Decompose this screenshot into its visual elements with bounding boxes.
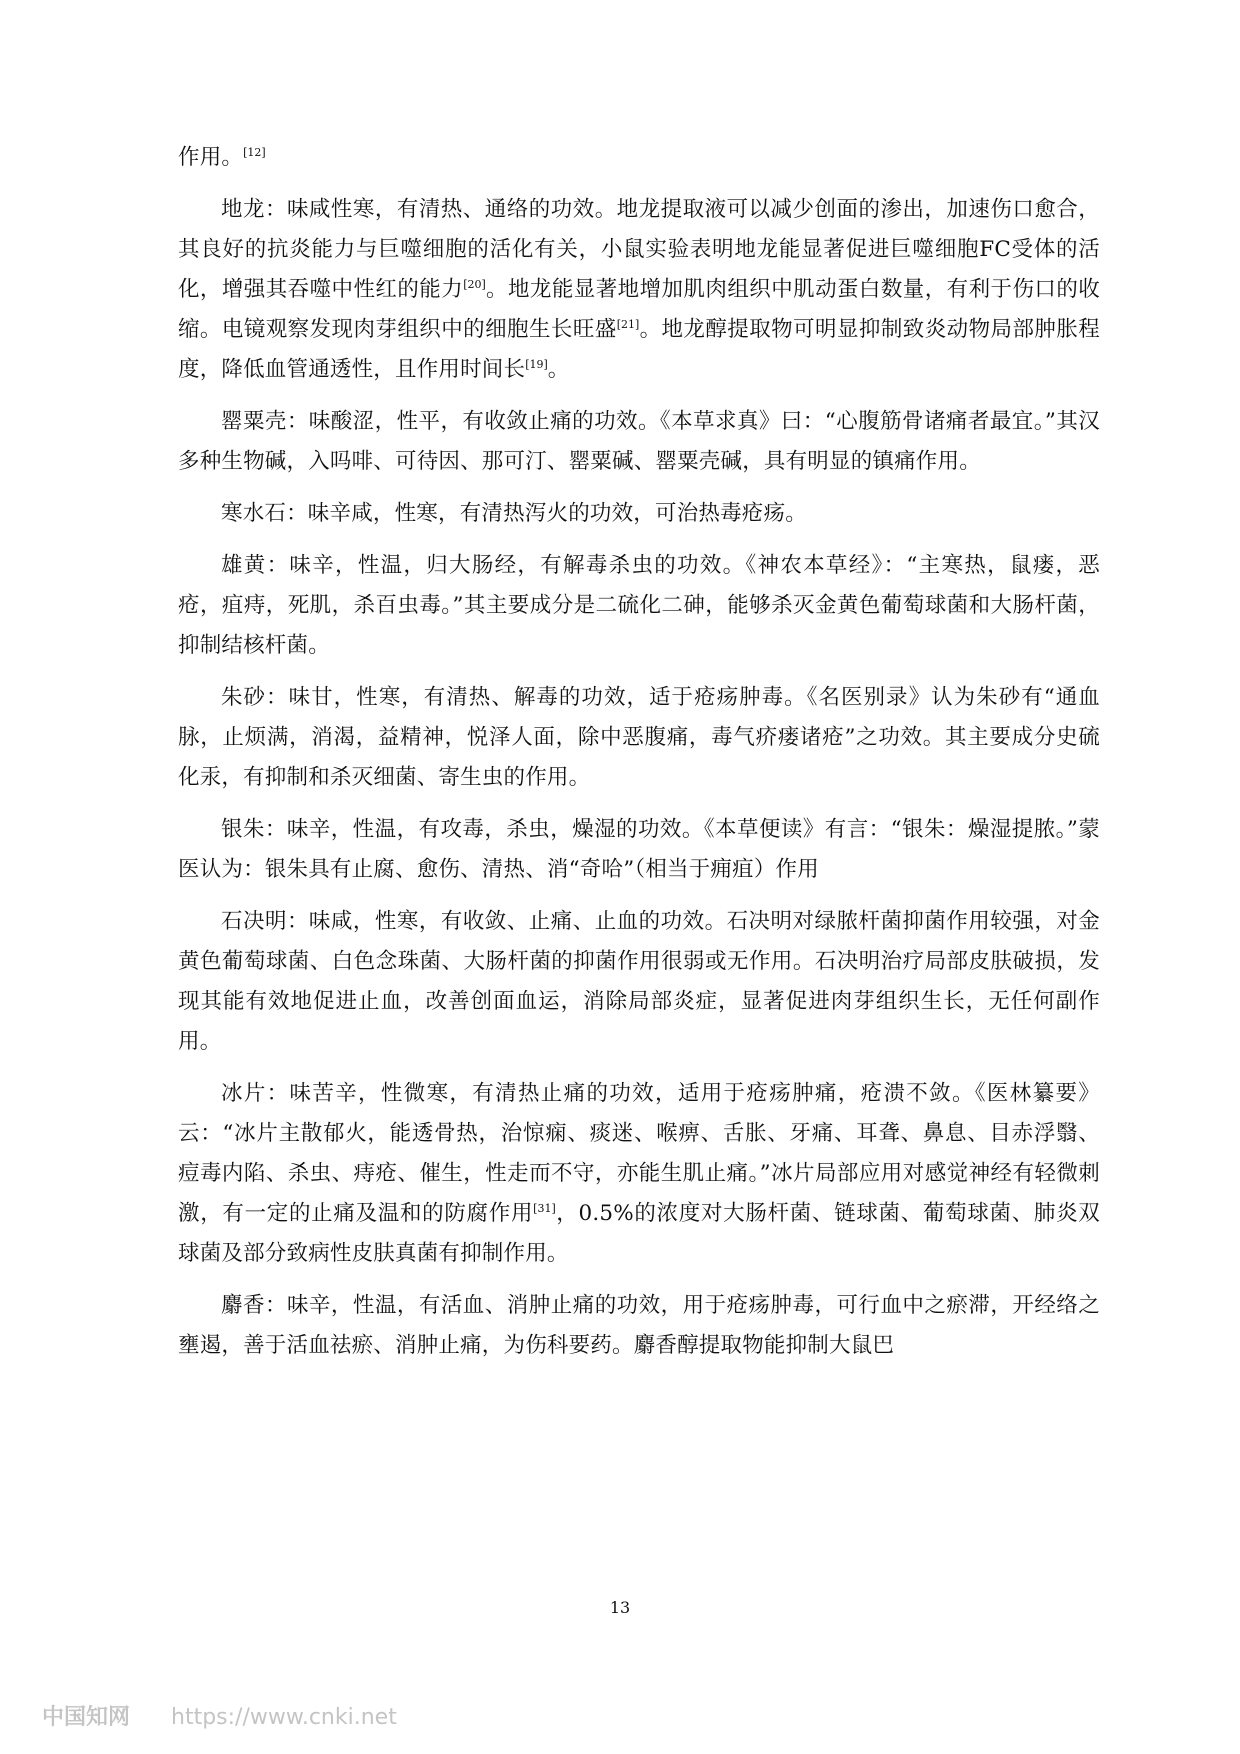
citation-ref: [20]: [463, 277, 486, 291]
citation-ref: [19]: [525, 357, 548, 371]
paragraph-text: 石决明：味咸，性寒，有收敛、止痛、止血的功效。石决明对绿脓杆菌抑菌作用较强，对金黄色葡萄球菌、白色念珠菌、大肠杆菌的抑菌作用很弱或无作用。石决明治疗局部皮肤破损，发现其能有效地促进止血，改善创面血运，消除局部炎症，显著促进肉芽组织生长，无任何副作用。: [178, 909, 1100, 1054]
citation-ref: [12]: [243, 145, 266, 159]
paragraph-text: 作用。: [178, 145, 244, 170]
paragraph: [178, 1074, 1100, 1274]
paragraph-text: 冰片：味苦辛，性微寒，有清热止痛的功效，适用于疮疡肿痛，疮溃不敛。《医林纂要》云：“冰片主散郁火，能透骨热，治惊痫、痰迷、喉痹、舌胀、牙痛、耳聋、鼻息、目赤浮翳、痘毒内陷、杀虫、痔疮、催生，性走而不守，亦能生肌止痛。”冰片局部应用对感觉神经有轻微刺激，有一定的止痛及温和的防腐作用: [178, 1081, 1100, 1226]
paragraph-text: 麝香：味辛，性温，有活血、消肿止痛的功效，用于疮疡肿毒，可行血中之瘀滞，开经络之壅遏，善于活血祛瘀、消肿止痛，为伤科要药。麝香醇提取物能抑制大鼠巴: [178, 1293, 1100, 1358]
cnki-watermark: [42, 1700, 397, 1731]
paragraph: [178, 678, 1100, 798]
watermark-url: https://www.cnki.net: [171, 1705, 397, 1730]
paragraph: [178, 494, 1100, 534]
paragraph: [178, 810, 1100, 890]
paragraph: [178, 546, 1100, 666]
paragraph-text: 罂粟壳：味酸涩，性平，有收敛止痛的功效。《本草求真》曰：“心腹筋骨诸痛者最宜。”其汉多种生物碱，入吗啡、可待因、那可汀、罂粟碱、罂粟壳碱，具有明显的镇痛作用。: [178, 409, 1100, 474]
paragraph-text: 。: [547, 357, 570, 382]
paragraph: [178, 190, 1100, 390]
paragraph-text: ，0.5%的浓度对大肠杆菌、链球菌、葡萄球菌、肺炎双球菌及部分致病性皮肤真菌有抑制作用。: [178, 1201, 1101, 1266]
paragraph: [178, 402, 1100, 482]
paragraph-text: 银朱：味辛，性温，有攻毒，杀虫，燥湿的功效。《本草便读》有言：“银朱：燥湿提脓。”蒙医认为：银朱具有止腐、愈伤、清热、消“奇哈”（相当于痈疽）作用: [178, 817, 1100, 882]
paragraph: [178, 1286, 1100, 1366]
paragraph-text: 朱砂：味甘，性寒，有清热、解毒的功效，适于疮疡肿毒。《名医别录》认为朱砂有“通血脉，止烦满，消渴，益精神，悦泽人面，除中恶腹痛，毒气疥瘘诸疮”之功效。其主要成分史硫化汞，有抑制和杀灭细菌、寄生虫的作用。: [178, 685, 1100, 790]
paragraph-text: 雄黄：味辛，性温，归大肠经，有解毒杀虫的功效。《神农本草经》：“主寒热，鼠瘘，恶疮，疽痔，死肌，杀百虫毒。”其主要成分是二硫化二砷，能够杀灭金黄色葡萄球菌和大肠杆菌，抑制结核杆菌。: [178, 553, 1100, 658]
citation-ref: [31]: [533, 1201, 556, 1215]
paragraph-text: 。地龙能显著地增加肌肉组织中肌动蛋白数量，有利于伤口的收缩。电镜观察发现肉芽组织中的细胞生长旺盛: [178, 277, 1101, 342]
paragraph: [178, 138, 1100, 178]
paragraph-text: 寒水石：味辛咸，性寒，有清热泻火的功效，可治热毒疮疡。: [221, 501, 807, 526]
page-body: [178, 138, 1100, 1378]
page-number: 13: [609, 1598, 631, 1617]
paragraph-text: 。地龙醇提取物可明显抑制致炎动物局部肿胀程度，降低血管通透性，且作用时间长: [178, 317, 1100, 382]
watermark-brand: 中国知网: [42, 1705, 131, 1730]
citation-ref: [21]: [616, 317, 640, 331]
paragraph: [178, 902, 1100, 1062]
paragraph-text: 地龙：味咸性寒，有清热、通络的功效。地龙提取液可以减少创面的渗出，加速伤口愈合，其良好的抗炎能力与巨噬细胞的活化有关，小鼠实验表明地龙能显著促进巨噬细胞FC受体的活化，增强其吞噬中性红的能力: [178, 197, 1100, 302]
